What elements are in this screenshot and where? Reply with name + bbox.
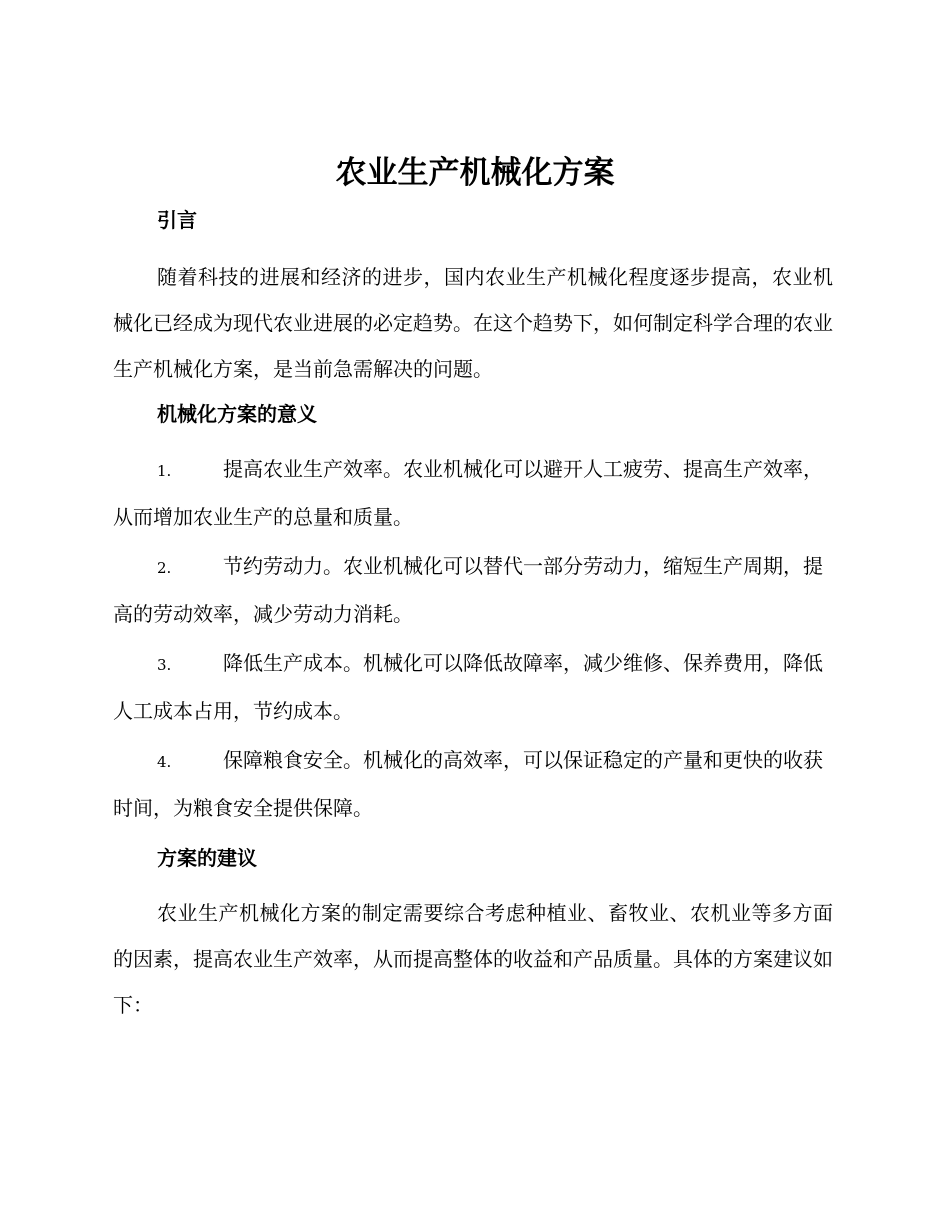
list-item-text: 保障粮食安全。机械化的高效率，可以保证稳定的产量和更快的收获时间，为粮食安全提供保障。 xyxy=(113,748,823,820)
intro-paragraph: 随着科技的进展和经济的进步，国内农业生产机械化程度逐步提高，农业机械化已经成为现代农业进展的必定趋势。在这个趋势下，如何制定科学合理的农业生产机械化方案，是当前急需解决的问题。 xyxy=(113,265,833,381)
suggestions-paragraph: 农业生产机械化方案的制定需要综合考虑种植业、畜牧业、农机业等多方面的因素，提高农业生产效率，从而提高整体的收益和产品质量。具体的方案建议如下： xyxy=(113,901,833,1017)
list-item xyxy=(113,640,833,734)
list-item-text: 节约劳动力。农业机械化可以替代一部分劳动力，缩短生产周期，提高的劳动效率，减少劳动力消耗。 xyxy=(113,554,823,626)
list-item-number: 4. xyxy=(157,753,172,771)
section-heading-suggestions: 方案的建议 xyxy=(157,846,257,870)
list-item xyxy=(113,543,833,637)
list-item-text: 提高农业生产效率。农业机械化可以避开人工疲劳、提高生产效率，从而增加农业生产的总量和质量。 xyxy=(113,457,823,529)
document-title: 农业生产机械化方案 xyxy=(335,155,615,191)
section-heading-intro: 引言 xyxy=(157,208,197,232)
list-item xyxy=(113,446,833,540)
section-heading-significance: 机械化方案的意义 xyxy=(157,402,317,426)
list-item xyxy=(113,737,833,831)
list-item-number: 3. xyxy=(157,656,172,674)
list-item-number: 1. xyxy=(157,462,172,480)
list-item-text: 降低生产成本。机械化可以降低故障率，减少维修、保养费用，降低人工成本占用，节约成本。 xyxy=(113,651,823,723)
list-item-number: 2. xyxy=(157,559,172,577)
